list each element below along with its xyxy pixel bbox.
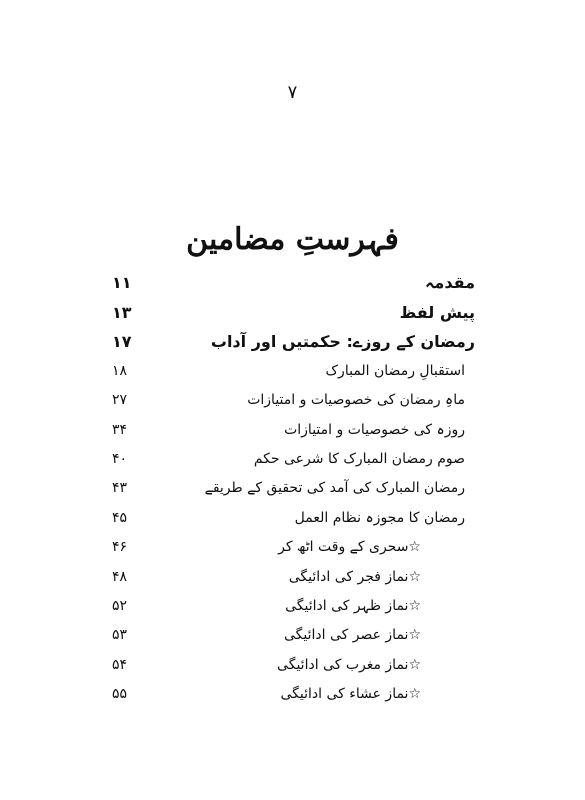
toc-entry-label: رمضان کے روزے: حکمتیں اور آداب <box>210 331 475 351</box>
toc-entry-label: ☆نماز عشاء کی ادائیگی <box>280 686 421 703</box>
toc-entry-page: ۳۴ <box>112 421 128 438</box>
toc-entry-label: ☆نماز مغرب کی ادائیگی <box>277 656 421 673</box>
toc-entry-page: ۱۳ <box>112 302 132 322</box>
toc-entry[interactable] <box>112 386 475 415</box>
toc-entry-page: ۵۴ <box>112 656 128 673</box>
toc-entry[interactable] <box>112 444 475 473</box>
toc-subentry[interactable] <box>112 679 475 708</box>
toc-entry-label: ☆نماز عصر کی ادائیگی <box>283 627 421 644</box>
toc-entry-page: ۴۶ <box>112 539 128 556</box>
toc-entry[interactable] <box>112 415 475 444</box>
toc-entry-page: ۴۵ <box>112 509 128 526</box>
toc-entry-label: ☆سحری کے وقت اٹھ کر <box>278 539 421 556</box>
page-number: ۷ <box>287 82 298 103</box>
toc-entry-preface[interactable] <box>112 297 475 326</box>
toc-entry-label: روزہ کی خصوصیات و امتیازات <box>284 421 465 438</box>
toc-entry-page: ۱۷ <box>112 331 132 351</box>
toc-entry-label: استقبالِ رمضان المبارک <box>325 362 465 379</box>
toc-entry-label: صوم رمضان المبارک کا شرعی حکم <box>253 451 465 468</box>
toc-subentry[interactable] <box>112 621 475 650</box>
toc-subentry[interactable] <box>112 650 475 679</box>
toc-entry-label: مقدمہ <box>425 273 475 293</box>
toc-entry-page: ۵۲ <box>112 597 128 614</box>
toc-entry[interactable] <box>112 503 475 532</box>
toc-entry[interactable] <box>112 356 475 385</box>
toc-entry-page: ۱۸ <box>112 362 128 379</box>
toc-entry-page: ۵۵ <box>112 686 128 703</box>
toc-subentry[interactable] <box>112 562 475 591</box>
toc-entry-label: رمضان المبارک کی آمد کی تحقیق کے طریقے <box>204 480 465 497</box>
toc-entry-label: رمضان کا مجوزہ نظام العمل <box>294 509 465 526</box>
toc-entry-label: ماہِ رمضان کی خصوصیات و امتیازات <box>247 392 465 409</box>
toc-entry-chapter-ramadan-fasts[interactable] <box>112 327 475 356</box>
toc-entry-label: ☆نماز فجر کی ادائیگی <box>288 568 421 585</box>
toc-entry-page: ۴۰ <box>112 451 128 468</box>
toc-entry[interactable] <box>112 474 475 503</box>
toc-entry-label: ☆نماز ظہر کی ادائیگی <box>285 597 421 614</box>
table-of-contents <box>112 268 475 709</box>
toc-entry-label: پیش لفظ <box>399 302 475 322</box>
toc-entry-page: ۴۳ <box>112 480 128 497</box>
toc-title: فہرستِ مضامین <box>186 222 399 257</box>
toc-entry-page: ۱۱ <box>112 273 132 293</box>
toc-entry-page: ۲۷ <box>112 392 128 409</box>
toc-entry-page: ۵۳ <box>112 627 128 644</box>
toc-subentry[interactable] <box>112 533 475 562</box>
toc-entry-introduction[interactable] <box>112 268 475 297</box>
toc-entry-page: ۴۸ <box>112 568 128 585</box>
toc-subentry[interactable] <box>112 591 475 620</box>
